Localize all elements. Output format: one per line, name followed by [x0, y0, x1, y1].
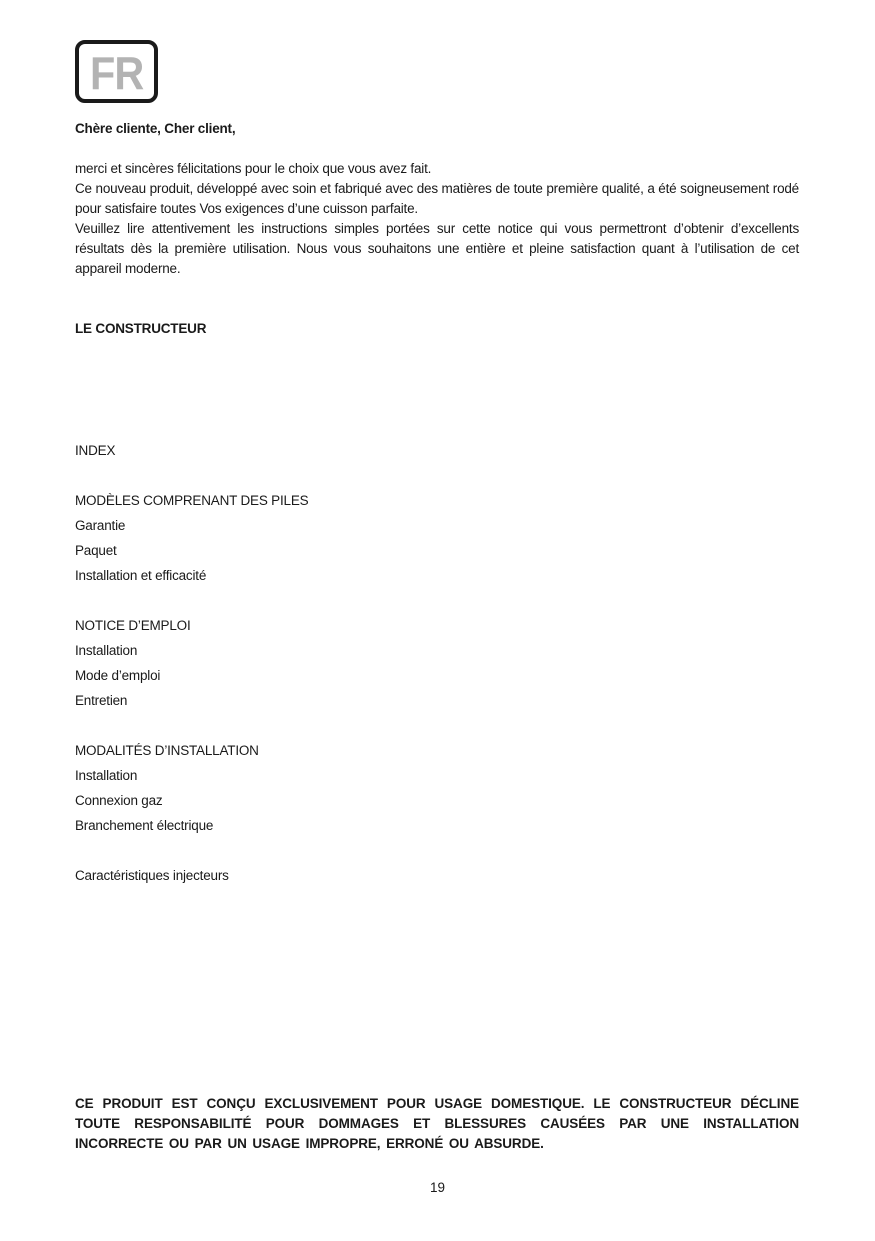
- index-item: Caractéristiques injecteurs: [75, 868, 229, 883]
- index-item: Branchement électrique: [75, 818, 214, 833]
- index-item: Paquet: [75, 543, 117, 558]
- intro-paragraph-3: Veuillez lire attentivement les instructions simples portées sur cette notice qui vous permettront d’obtenir d’excellents résultats dès la première utilisation. Nous vous souhaitons une entière et pleine satisfaction quant à l’utilisation de cet appareil moderne.: [75, 221, 799, 276]
- signature: LE CONSTRUCTEUR: [75, 321, 207, 336]
- index-section-heading: NOTICE D’EMPLOI: [75, 618, 191, 633]
- safety-disclaimer: CE PRODUIT EST CONÇU EXCLUSIVEMENT POUR USAGE DOMESTIQUE. LE CONSTRUCTEUR DÉCLINE TOUTE RESPONSABILITÉ POUR DOMMAGES ET BLESSURES CAUSÉES PAR UNE INSTALLATION INCORRECTE OU PAR UN USAGE IMPROPRE, ERRONÉ OU ABSURDE.: [75, 1096, 799, 1151]
- greeting: Chère cliente, Cher client,: [75, 121, 236, 136]
- page-number: 19: [429, 1180, 446, 1195]
- index-item: Connexion gaz: [75, 793, 163, 808]
- index-title: INDEX: [75, 443, 116, 458]
- index-item: Garantie: [75, 518, 126, 533]
- index-section-heading: MODALITÉS D’INSTALLATION: [75, 743, 259, 758]
- intro-text: [75, 159, 799, 279]
- intro-paragraph-2: Ce nouveau produit, développé avec soin et fabriqué avec des matières de toute première qualité, a été soigneusement rodé pour satisfaire toutes Vos exigences d’une cuisson parfaite.: [75, 181, 799, 216]
- index-section-heading: MODÈLES COMPRENANT DES PILES: [75, 493, 309, 508]
- index-item: Entretien: [75, 693, 128, 708]
- index-item: Installation: [75, 643, 138, 658]
- index: [75, 438, 799, 888]
- language-badge: [75, 40, 158, 103]
- intro-paragraph-1: merci et sincères félicitations pour le choix que vous avez fait.: [75, 161, 432, 176]
- index-item: Mode d’emploi: [75, 668, 161, 683]
- language-code: FR: [89, 46, 144, 99]
- index-item: Installation: [75, 768, 138, 783]
- index-item: Installation et efficacité: [75, 568, 207, 583]
